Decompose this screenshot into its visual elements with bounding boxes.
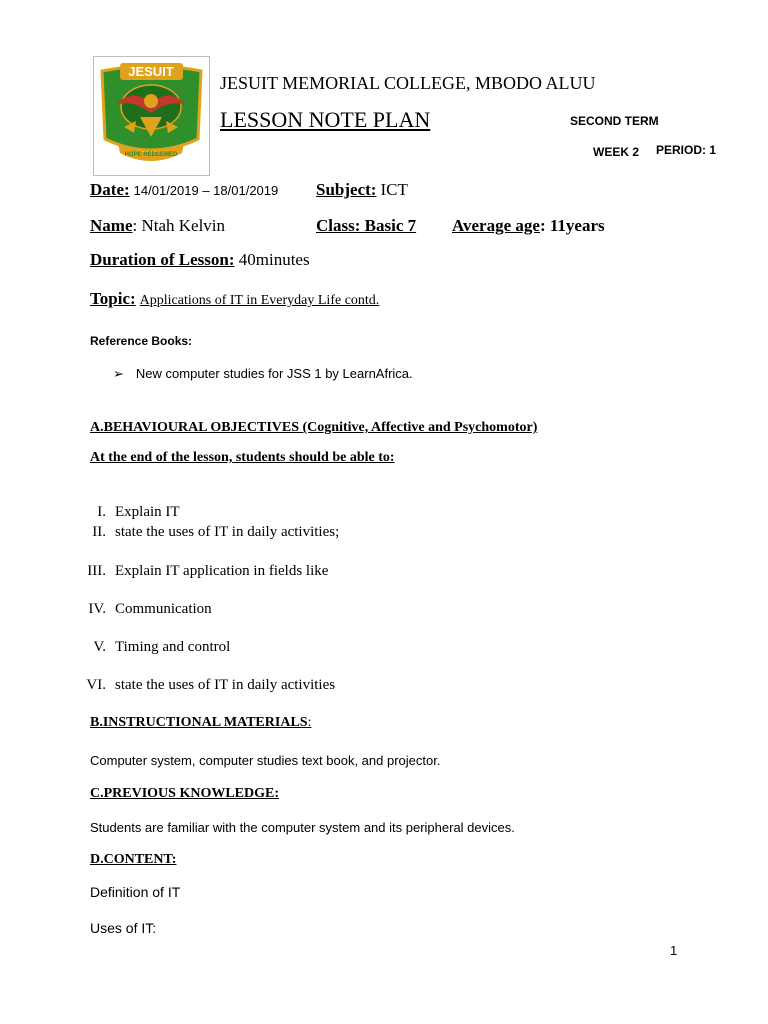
topic-value: Applications of IT in Everyday Life contd.: [139, 293, 380, 308]
previous-text: Students are familiar with the computer system and its peripheral devices.: [90, 820, 515, 835]
reference-heading: Reference Books:: [90, 334, 193, 348]
age-label: Average age: [452, 216, 540, 235]
list-item: Communication: [115, 601, 212, 617]
name-line: [90, 216, 225, 236]
topic-label: Topic:: [90, 289, 136, 308]
list-item: state the uses of IT in daily activities;: [115, 524, 340, 540]
date-label: Date:: [90, 180, 130, 199]
list-numeral: II.: [92, 524, 106, 540]
list-item: Timing and control: [115, 639, 231, 655]
date-value: 14/01/2019 – 18/01/2019: [133, 183, 279, 198]
subject-value: ICT: [380, 180, 408, 199]
college-name: JESUIT MEMORIAL COLLEGE, MBODO ALUU: [220, 73, 596, 93]
objectives-heading: A.BEHAVIOURAL OBJECTIVES (Cognitive, Affective and Psychomotor): [90, 420, 538, 435]
subject-label: Subject:: [316, 180, 377, 199]
list-numeral: I.: [97, 504, 106, 520]
page-number: 1: [670, 943, 678, 958]
term-label: SECOND TERM: [570, 114, 659, 128]
list-numeral: VI.: [86, 677, 106, 693]
list-item: Explain IT: [115, 504, 180, 520]
reference-item: [113, 366, 413, 382]
materials-heading-line: [90, 715, 311, 731]
week-label: WEEK 2: [593, 145, 640, 159]
duration-label: Duration of Lesson:: [90, 250, 235, 269]
svg-text:JESUIT: JESUIT: [128, 64, 174, 79]
content-heading: D.CONTENT:: [90, 852, 177, 867]
previous-heading: C.PREVIOUS KNOWLEDGE:: [90, 786, 280, 801]
age-value: : 11years: [539, 216, 605, 235]
college-logo: [93, 56, 210, 176]
list-item: state the uses of IT in daily activities: [115, 677, 336, 693]
document-title: LESSON NOTE PLAN: [220, 107, 431, 132]
objectives-subheading: At the end of the lesson, students should be able to:: [90, 450, 395, 465]
materials-text: Computer system, computer studies text book, and projector.: [90, 753, 441, 768]
list-numeral: V.: [93, 639, 106, 655]
subject-line: [316, 180, 408, 200]
list-numeral: III.: [87, 563, 106, 579]
content-item: Uses of IT:: [90, 920, 157, 936]
period-label: PERIOD: 1: [656, 143, 717, 157]
crest-icon: [94, 57, 209, 175]
content-item: Definition of IT: [90, 884, 181, 900]
class-label: Class: Basic 7: [316, 216, 417, 235]
list-numeral: IV.: [88, 601, 106, 617]
materials-colon: :: [307, 715, 312, 730]
age-line: [452, 216, 605, 236]
name-value: : Ntah Kelvin: [132, 216, 226, 235]
reference-text: New computer studies for JSS 1 by LearnAfrica.: [135, 366, 413, 381]
duration-line: [90, 250, 310, 270]
svg-text:HOPE REDEEMED: HOPE REDEEMED: [124, 152, 178, 158]
topic-line: [90, 289, 379, 309]
duration-value: 40minutes: [238, 250, 310, 269]
name-label: Name: [90, 216, 133, 235]
date-line: [90, 180, 278, 200]
arrow-bullet-icon: ➢: [113, 366, 124, 381]
list-item: Explain IT application in fields like: [115, 563, 329, 579]
materials-heading: B.INSTRUCTIONAL MATERIALS: [90, 715, 308, 730]
